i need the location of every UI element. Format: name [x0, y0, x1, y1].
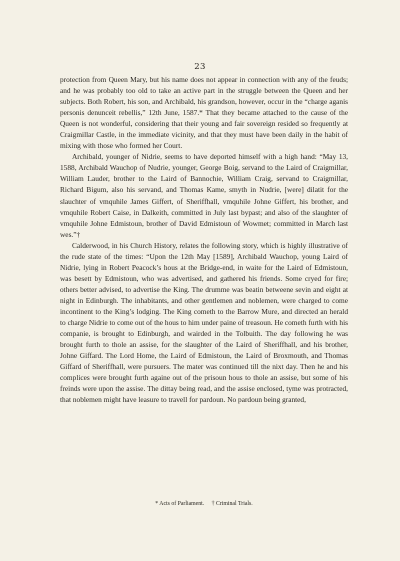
footnotes	[60, 500, 348, 508]
paragraph-1: protection from Queen Mary, but his name does not appear in connection with any of the feuds; and he was probably too old to take an active part in the struggle between the Queen and her subjects. Both Robert, his son, and Archibald, his grandson, however, occur in the “charge aganis personis denunceit rebellis,” 12th June, 1587.* That they became attached to the cause of the Queen is not wonderful, considering that their young and fair sovereign resided so frequently at Craigmillar Castle, in the immediate vicinity, and that they must have been daily in the habit of mixing with those who formed her Court.	[60, 75, 348, 151]
footnote-trials: † Criminal Trials.	[211, 501, 253, 507]
body-text	[60, 74, 348, 405]
footnote-acts: * Acts of Parliament.	[155, 501, 205, 507]
page-number: 23	[194, 62, 206, 72]
paragraph-3: Calderwood, in his Church History, relates the following story, which is highly illustrative of the rude state of the times: “Upon the 12th May [1589], Archibald Wauchop, young Laird of Nidrie, lying in Robert Peacock’s hous at the Bridge-end, in waite for the Laird of Edmistoun, was besett by Edmistoun, who was advertised, and gathered his friends. Some cryed for fire; others better advised, to advertise the King. The drumme was beatin betweene sevin and eight at night in Edinburgh. The inhabitants, and other gentlemen and noblemen, were charged to come incontinent to the King’s lodging. The King cometh to the Barrow Mure, and directed an herald to charge Nidrie to come out of the hous to him under paine of treasoun. He cometh furth with his companie, is brought to Edinburgh, and wairded in the Tolbuith. The day following he was brought furth to thole an assise, for the slaughter of the Laird of Sheriffhall, and his brother, Johne Giffard. The Lord Home, the Laird of Edmistoun, the Laird of Broxmouth, and Thomas Giffard of Sheriffhall, were pursuers. The mater was continued till the nixt day. Then he and his complices were brought furth againe out of the prisoun hous to thole an assise, but some of his freinds were upon the assise. The dittay being read, and the assise enclosed, tyme was protracted, that noblemen might have leasure to travell for pardoun. No pardoun being granted,	[60, 240, 348, 405]
paragraph-2: Archibald, younger of Nidrie, seems to have deported himself with a high hand: “May 13, 1588, Archibald Wauchop of Nudrie, younger, George Boig, servand to the Laird of Craigmillar, William Lauder, brother to the Laird of Bannochie, William Craig, servand to Craigmillar, Richard Bigum, also his servand, and Thomas Kame, smyth in Nudrie, [were] dilatit for the slauchter of vmquhile James Giffert, of Sheriffhall, vmquhile Johne Giffert, his brother, and vmquhile Robert Caise, in Dalkeith, committed in July last bypast; and also of the slaughter of vmquhile Johne Edmistoun, brother of David Edmistoun of Wowmet; committed in March last wes.”†	[60, 152, 348, 239]
